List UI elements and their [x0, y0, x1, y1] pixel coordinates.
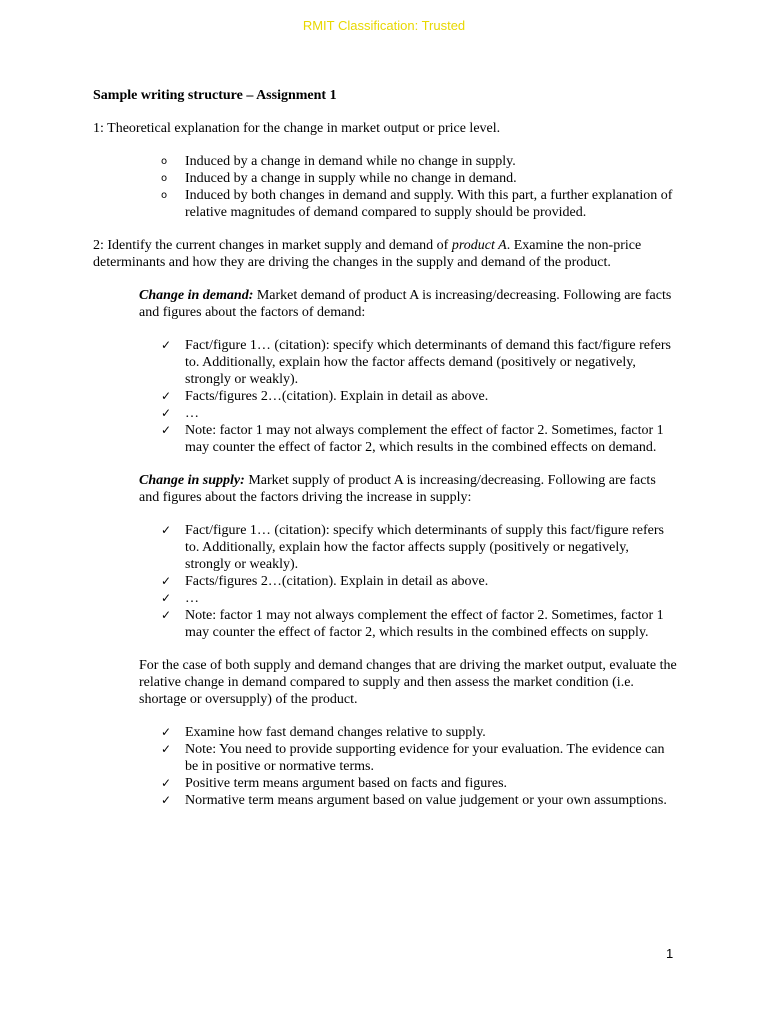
section2-intro-after: . Examine the non-price determinants and how they are driving the changes in the supply and demand of the product.	[93, 238, 642, 270]
list-item	[139, 741, 678, 775]
checkmark-icon: ✓	[161, 406, 172, 420]
list-item	[93, 153, 678, 170]
list-item-text: Fact/figure 1… (citation): specify which determinants of supply this fact/figure refers to. Additionally, explain how the factor affects supply (positively or negatively, strongly or weakly).	[185, 523, 664, 572]
classification-label: RMIT Classification: Trusted	[302, 18, 466, 33]
list-item	[93, 187, 678, 221]
section2-intro-product: product A	[451, 238, 507, 253]
supply-text: Market supply of product A is increasing/decreasing. Following are facts and figures about the factors driving the increase in supply:	[139, 473, 656, 505]
circle-bullet-icon: o	[161, 190, 168, 201]
checkmark-icon: ✓	[161, 591, 172, 605]
demand-heading: Change in demand:	[139, 288, 254, 303]
list-item-text: Induced by both changes in demand and supply. With this part, a further explanation of relative magnitudes of demand compared to supply should be provided.	[185, 188, 673, 220]
both-paragraph: For the case of both supply and demand changes that are driving the market output, evaluate the relative change in demand compared to supply and then assess the market condition (i.e. shortage or oversupply) of the product.	[139, 658, 677, 707]
list-item-text: …	[185, 591, 199, 606]
page-number: 1	[666, 946, 674, 961]
checkmark-icon: ✓	[161, 725, 172, 739]
list-item-text: Normative term means argument based on value judgement or your own assumptions.	[185, 793, 667, 808]
checkmark-icon: ✓	[161, 793, 172, 807]
list-item-text: Note: You need to provide supporting evidence for your evaluation. The evidence can be in positive or normative terms.	[185, 742, 665, 774]
document-title: Sample writing structure – Assignment 1	[93, 88, 337, 103]
section2-intro	[93, 237, 678, 271]
list-item-text: Facts/figures 2…(citation). Explain in detail as above.	[185, 574, 489, 589]
list-item	[139, 724, 678, 741]
list-item-text: Facts/figures 2…(citation). Explain in detail as above.	[185, 389, 489, 404]
checkmark-icon: ✓	[161, 523, 172, 537]
checkmark-icon: ✓	[161, 776, 172, 790]
list-item	[93, 170, 678, 187]
section2-intro-before: 2: Identify the current changes in market supply and demand of	[93, 238, 452, 253]
list-item	[139, 573, 678, 590]
section1-intro: 1: Theoretical explanation for the change in market output or price level.	[93, 121, 501, 136]
supply-heading: Change in supply:	[139, 473, 245, 488]
checkmark-icon: ✓	[161, 338, 172, 352]
list-item	[139, 522, 678, 573]
list-item	[139, 388, 678, 405]
demand-paragraph	[139, 287, 678, 321]
demand-list	[139, 337, 678, 456]
list-item-text: Induced by a change in demand while no change in supply.	[185, 154, 516, 169]
demand-subsection	[139, 287, 678, 809]
list-item-text: Note: factor 1 may not always complement the effect of factor 2. Sometimes, factor 1 may counter the effect of factor 2, which results in the combined effects on demand.	[185, 423, 664, 455]
demand-text: Market demand of product A is increasing/decreasing. Following are facts and figures about the factors of demand:	[139, 288, 672, 320]
list-item-text: Induced by a change in supply while no change in demand.	[185, 171, 517, 186]
list-item	[139, 337, 678, 388]
checkmark-icon: ✓	[161, 574, 172, 588]
list-item	[139, 607, 678, 641]
list-item-text: …	[185, 406, 199, 421]
both-list	[139, 724, 678, 809]
list-item	[139, 422, 678, 456]
list-item-text: Note: factor 1 may not always complement the effect of factor 2. Sometimes, factor 1 may counter the effect of factor 2, which results in the combined effects on supply.	[185, 608, 664, 640]
supply-paragraph	[139, 472, 678, 506]
checkmark-icon: ✓	[161, 608, 172, 622]
checkmark-icon: ✓	[161, 389, 172, 403]
supply-list	[139, 522, 678, 641]
list-item-text: Positive term means argument based on facts and figures.	[185, 776, 508, 791]
circle-bullet-icon: o	[161, 156, 168, 167]
section1-list	[93, 153, 678, 221]
list-item-text: Examine how fast demand changes relative to supply.	[185, 725, 486, 740]
list-item	[139, 405, 678, 422]
circle-bullet-icon: o	[161, 173, 168, 184]
checkmark-icon: ✓	[161, 423, 172, 437]
list-item	[139, 792, 678, 809]
list-item	[139, 775, 678, 792]
document-body	[93, 87, 678, 825]
checkmark-icon: ✓	[161, 742, 172, 756]
list-item	[139, 590, 678, 607]
list-item-text: Fact/figure 1… (citation): specify which determinants of demand this fact/figure refers to. Additionally, explain how the factor affects demand (positively or negatively, strongly or weakly).	[185, 338, 671, 387]
